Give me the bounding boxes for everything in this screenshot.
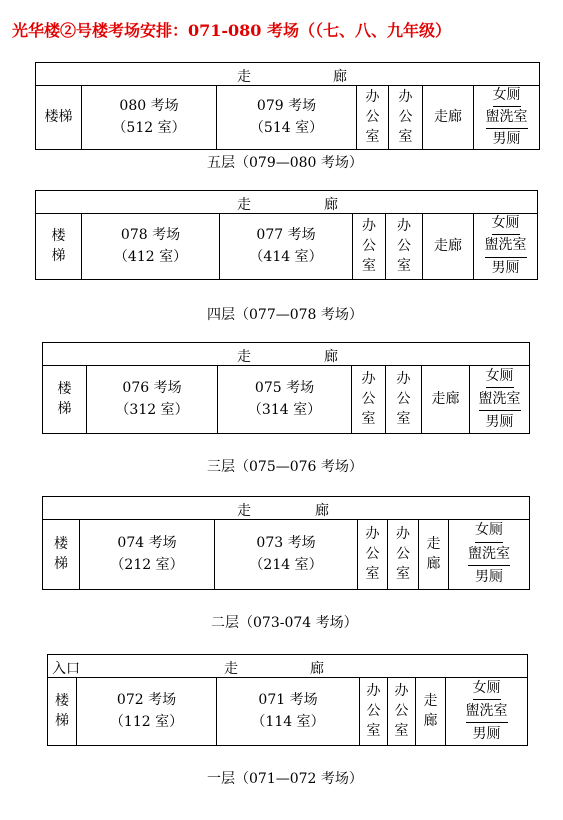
floor-caption: 四层（077—078 考场） bbox=[207, 307, 363, 323]
restroom-block bbox=[448, 519, 529, 589]
side-corridor-label: 走廊 bbox=[434, 108, 462, 125]
office bbox=[357, 519, 387, 589]
office bbox=[356, 85, 388, 149]
corridor-char-2: 廊 bbox=[324, 349, 338, 365]
room-number: （414 室） bbox=[249, 249, 323, 265]
exam-room-number: 080 考场 bbox=[119, 97, 179, 114]
stairs bbox=[36, 85, 81, 149]
stairs-char: 楼 bbox=[55, 692, 69, 709]
office-char: 办 bbox=[366, 682, 381, 699]
office-char: 室 bbox=[361, 411, 376, 428]
office-char: 室 bbox=[365, 566, 380, 583]
office-char: 室 bbox=[394, 723, 409, 740]
side-corridor bbox=[415, 677, 445, 745]
side-corridor-label: 走廊 bbox=[431, 390, 460, 407]
side-corridor-char: 廊 bbox=[423, 713, 438, 729]
floor-plan-1 bbox=[47, 654, 528, 746]
stairs-char: 楼 bbox=[57, 380, 72, 397]
washroom: 盥洗室 bbox=[485, 235, 527, 257]
office-char: 办 bbox=[397, 217, 411, 234]
office-char: 室 bbox=[398, 129, 413, 146]
corridor-char-2: 廊 bbox=[333, 69, 347, 85]
mens-restroom: 男厕 bbox=[492, 130, 521, 147]
office bbox=[352, 213, 385, 279]
floor-caption: 一层（071—072 考场） bbox=[207, 771, 363, 787]
side-corridor-char: 走 bbox=[426, 535, 441, 552]
office-char: 室 bbox=[365, 129, 380, 146]
office-char: 公 bbox=[361, 390, 376, 407]
office-char: 办 bbox=[365, 88, 380, 105]
page-title: 光华楼②号楼考场安排：071-080 考场（（七、八、九年级） bbox=[12, 21, 452, 40]
office bbox=[387, 677, 415, 745]
stairs-char: 梯 bbox=[54, 556, 68, 572]
corridor-char-1: 走 bbox=[237, 69, 251, 85]
office-char: 室 bbox=[396, 566, 410, 583]
exam-room-number: 073 考场 bbox=[256, 534, 316, 551]
room-number: （314 室） bbox=[247, 402, 322, 418]
stairs bbox=[43, 519, 79, 589]
mens-restroom: 男厕 bbox=[491, 259, 520, 276]
mens-restroom: 男厕 bbox=[472, 725, 501, 742]
floor-caption: 五层（079—080 考场） bbox=[207, 155, 363, 171]
side-corridor bbox=[418, 519, 448, 589]
exam-room-number: 071 考场 bbox=[258, 691, 318, 708]
room-number: （114 室） bbox=[251, 714, 325, 730]
office-char: 办 bbox=[365, 525, 380, 542]
corridor bbox=[48, 655, 527, 678]
exam-room bbox=[216, 85, 356, 149]
restroom-block bbox=[473, 213, 537, 279]
corridor-char-1: 走 bbox=[237, 197, 251, 213]
exam-room-number: 074 考场 bbox=[117, 534, 177, 551]
stairs bbox=[43, 365, 86, 433]
washroom: 盥洗室 bbox=[466, 700, 508, 723]
office-char: 公 bbox=[362, 237, 376, 254]
corridor bbox=[43, 343, 529, 366]
office bbox=[385, 213, 422, 279]
side-corridor-char: 廊 bbox=[426, 556, 441, 572]
corridor-char-1: 走 bbox=[237, 503, 251, 519]
office-char: 办 bbox=[394, 682, 409, 699]
floor-plan-2 bbox=[42, 496, 530, 590]
exam-room-number: 072 考场 bbox=[116, 691, 177, 708]
room-number: （514 室） bbox=[249, 120, 324, 136]
floor-plan-4 bbox=[35, 190, 538, 280]
exam-room bbox=[76, 677, 216, 745]
exam-room-number: 078 考场 bbox=[120, 226, 181, 243]
office-char: 办 bbox=[396, 370, 411, 387]
side-corridor-char: 走 bbox=[423, 692, 438, 709]
corridor-char-1: 走 bbox=[237, 349, 251, 365]
office-char: 公 bbox=[396, 545, 410, 562]
floor-plan-3 bbox=[42, 342, 530, 434]
office-char: 办 bbox=[398, 88, 413, 105]
mens-restroom: 男厕 bbox=[485, 413, 514, 430]
office-char: 室 bbox=[362, 258, 376, 275]
womens-restroom: 女厕 bbox=[475, 519, 503, 543]
exam-room-number: 075 考场 bbox=[254, 379, 315, 396]
office-char: 公 bbox=[365, 545, 380, 562]
floor-caption: 三层（075—076 考场） bbox=[207, 459, 363, 475]
womens-restroom: 女厕 bbox=[486, 365, 514, 388]
corridor bbox=[43, 497, 529, 520]
office bbox=[351, 365, 385, 433]
corridor bbox=[36, 63, 539, 86]
exam-room bbox=[217, 365, 351, 433]
corridor-char-1: 走 bbox=[224, 661, 238, 677]
exam-room bbox=[219, 213, 352, 279]
office-char: 室 bbox=[396, 411, 411, 428]
office-char: 办 bbox=[361, 370, 376, 387]
office bbox=[385, 365, 421, 433]
exam-room-number: 079 考场 bbox=[256, 97, 317, 114]
stairs-char: 楼 bbox=[51, 227, 66, 244]
stairs-char: 梯 bbox=[51, 248, 66, 264]
exam-room bbox=[86, 365, 217, 433]
room-number: （112 室） bbox=[109, 714, 184, 730]
exam-room bbox=[79, 519, 214, 589]
corridor-char-2: 廊 bbox=[324, 197, 338, 213]
washroom: 盥洗室 bbox=[468, 543, 510, 567]
office-char: 公 bbox=[396, 390, 411, 407]
mens-restroom: 男厕 bbox=[475, 569, 503, 586]
floor-plan-5 bbox=[35, 62, 540, 150]
womens-restroom: 女厕 bbox=[493, 85, 521, 107]
room-number: （312 室） bbox=[115, 402, 189, 418]
womens-restroom: 女厕 bbox=[492, 213, 520, 235]
office bbox=[388, 85, 422, 149]
restroom-block bbox=[473, 85, 539, 149]
room-number: （412 室） bbox=[113, 249, 188, 265]
washroom: 盥洗室 bbox=[479, 388, 521, 411]
exam-room-number: 076 考场 bbox=[122, 379, 182, 396]
office-char: 公 bbox=[394, 702, 409, 719]
stairs-char: 楼 bbox=[54, 535, 68, 552]
exam-room bbox=[81, 213, 219, 279]
office bbox=[387, 519, 418, 589]
floor-caption: 二层（073-074 考场） bbox=[211, 615, 358, 631]
office-char: 办 bbox=[396, 525, 410, 542]
washroom: 盥洗室 bbox=[486, 107, 528, 129]
stairs-char: 梯 bbox=[57, 401, 72, 417]
office-char: 公 bbox=[365, 108, 380, 125]
stairs bbox=[36, 213, 81, 279]
room-number: （512 室） bbox=[112, 120, 186, 136]
corridor-char-2: 廊 bbox=[315, 503, 329, 519]
side-corridor bbox=[421, 365, 469, 433]
restroom-block bbox=[445, 677, 527, 745]
office-char: 公 bbox=[366, 702, 381, 719]
womens-restroom: 女厕 bbox=[473, 677, 501, 700]
office bbox=[359, 677, 387, 745]
room-number: （214 室） bbox=[249, 557, 323, 573]
room-number: （212 室） bbox=[110, 557, 184, 573]
office-char: 室 bbox=[366, 723, 381, 740]
restroom-block bbox=[469, 365, 529, 433]
corridor bbox=[36, 191, 537, 214]
office-char: 公 bbox=[398, 108, 413, 125]
exam-room bbox=[81, 85, 216, 149]
side-corridor bbox=[422, 213, 473, 279]
office-char: 室 bbox=[397, 258, 411, 275]
stairs-label: 楼梯 bbox=[44, 108, 73, 125]
exam-room bbox=[214, 519, 357, 589]
corridor-char-2: 廊 bbox=[310, 661, 324, 677]
side-corridor bbox=[422, 85, 473, 149]
side-corridor-label: 走廊 bbox=[434, 237, 462, 254]
entrance-label: 入口 bbox=[52, 661, 80, 677]
exam-room-number: 077 考场 bbox=[256, 226, 316, 243]
stairs-char: 梯 bbox=[55, 713, 69, 729]
stairs bbox=[48, 677, 76, 745]
office-char: 公 bbox=[397, 237, 411, 254]
exam-room bbox=[216, 677, 359, 745]
office-char: 办 bbox=[362, 217, 376, 234]
